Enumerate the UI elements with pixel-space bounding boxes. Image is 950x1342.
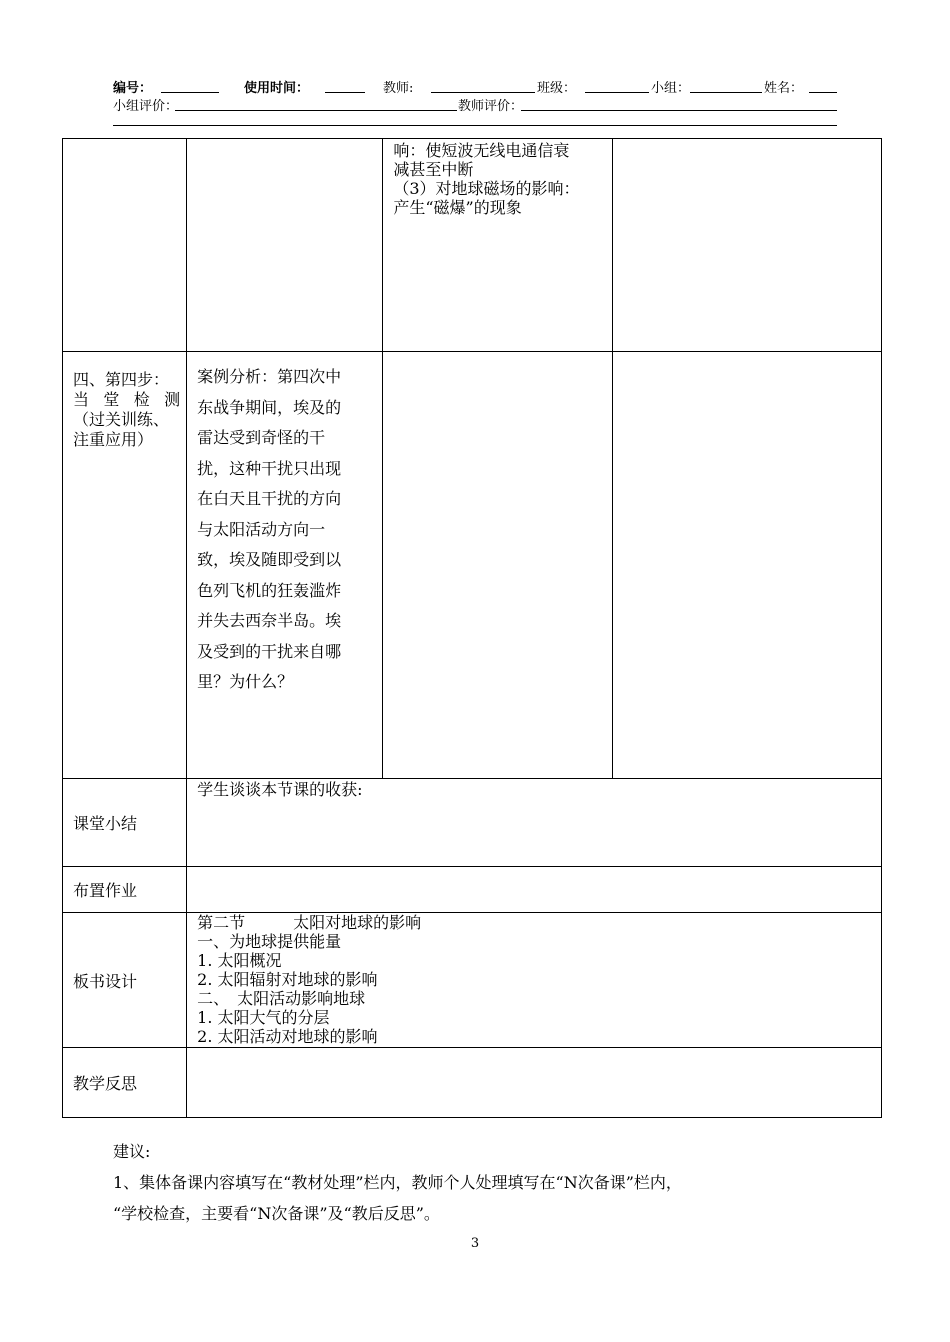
cell-summary-content[interactable] — [187, 779, 882, 867]
header-line-2 — [113, 95, 837, 113]
teacher-blank[interactable] — [431, 92, 535, 93]
step4-label-line: 四、第四步： — [73, 370, 170, 389]
summary-content: 学生谈谈本节课的收获: — [197, 780, 363, 799]
group-eval-blank[interactable] — [175, 110, 457, 111]
suggestion-notes — [113, 1136, 883, 1229]
text-line: 响：使短波无线电通信衰 — [393, 141, 570, 160]
time-blank[interactable] — [325, 92, 365, 93]
text-line: （3）对地球磁场的影响： — [393, 179, 580, 198]
board-line: 二、 太阳活动影响地球 — [197, 989, 366, 1008]
cell-board-label — [63, 913, 187, 1048]
page-number: 3 — [470, 1236, 480, 1251]
step4-label-line: 当 堂 检 测 — [73, 390, 181, 409]
cell-continuation-text[interactable] — [383, 139, 612, 352]
case-line: 色列飞机的狂轰滥炸 — [197, 580, 342, 600]
case-line: 及受到的干扰来自哪 — [197, 641, 342, 661]
header-line-1 — [113, 77, 837, 95]
board-line: 1. 太阳大气的分层 — [197, 1008, 330, 1027]
case-line: 与太阳活动方向一 — [197, 519, 326, 539]
cell-notes-empty[interactable] — [612, 139, 881, 352]
table-row-homework — [63, 867, 882, 913]
summary-label: 课堂小结 — [73, 814, 138, 833]
notes-title: 建议: — [113, 1142, 151, 1161]
cell-reflection-label — [63, 1048, 187, 1118]
text-line: 产生“磁爆”的现象 — [393, 198, 522, 217]
cell-homework-content[interactable] — [187, 867, 882, 913]
cell-board-content[interactable] — [187, 913, 882, 1048]
teacher-eval-label: 教师评价： — [458, 99, 524, 114]
case-line: 在白天且干扰的方向 — [197, 489, 342, 508]
name-label: 姓名： — [764, 81, 804, 96]
cell-step4-col3-empty[interactable] — [383, 352, 612, 779]
board-line: 2. 太阳活动对地球的影响 — [197, 1027, 378, 1046]
board-line: 2. 太阳辐射对地球的影响 — [197, 970, 378, 989]
notes-line: 1、集体备课内容填写在“教材处理”栏内，教师个人处理填写在“N次备课”栏内， — [113, 1173, 682, 1192]
reflection-label: 教学反思 — [73, 1074, 138, 1093]
board-label: 板书设计 — [73, 971, 138, 991]
cell-material-empty[interactable] — [187, 139, 383, 352]
time-label: 使用时间： — [244, 81, 310, 96]
step4-label-line: 注重应用） — [73, 430, 154, 449]
number-label: 编号： — [113, 81, 153, 96]
lesson-plan-table — [62, 138, 882, 1118]
group-label: 小组： — [651, 81, 691, 96]
notes-line: “学校检查，主要看“N次备课”及“教后反思”。 — [113, 1204, 440, 1223]
cell-reflection-content[interactable] — [187, 1048, 882, 1118]
class-blank[interactable] — [585, 92, 649, 93]
cell-case-analysis[interactable] — [187, 352, 383, 779]
table-row-board — [63, 913, 882, 1048]
group-blank[interactable] — [690, 92, 762, 93]
case-line: 雷达受到奇怪的干 — [197, 428, 326, 447]
homework-label: 布置作业 — [73, 881, 138, 900]
table-row-summary — [63, 779, 882, 867]
name-blank[interactable] — [809, 92, 837, 93]
cell-step-label-empty[interactable] — [63, 139, 187, 352]
cell-step4-col4-empty[interactable] — [612, 352, 881, 779]
header-rule — [113, 125, 837, 126]
text-line: 减甚至中断 — [393, 160, 474, 179]
case-line: 东战争期间，埃及的 — [197, 397, 342, 417]
table-row-step4 — [63, 352, 882, 779]
group-eval-label: 小组评价： — [113, 99, 179, 114]
teacher-eval-blank[interactable] — [521, 110, 837, 111]
teacher-label: 教师: — [383, 81, 414, 96]
cell-step4-label — [63, 352, 187, 779]
cell-homework-label — [63, 867, 187, 913]
cell-summary-label — [63, 779, 187, 867]
table-row-continuation — [63, 139, 882, 352]
number-blank[interactable] — [161, 92, 219, 93]
case-line: 并失去西奈半岛。埃 — [197, 611, 342, 630]
case-line: 扰，这种干扰只出现 — [197, 458, 342, 478]
step4-label-line: （过关训练、 — [73, 410, 170, 429]
class-label: 班级： — [537, 81, 577, 96]
case-line: 里？为什么？ — [197, 672, 294, 691]
case-line: 案例分析：第四次中 — [197, 367, 342, 386]
table-row-reflection — [63, 1048, 882, 1118]
board-line: 1. 太阳概况 — [197, 951, 282, 970]
board-line: 第二节 太阳对地球的影响 — [197, 913, 422, 932]
board-line: 一、为地球提供能量 — [197, 932, 342, 951]
case-line: 致，埃及随即受到以 — [197, 550, 342, 569]
